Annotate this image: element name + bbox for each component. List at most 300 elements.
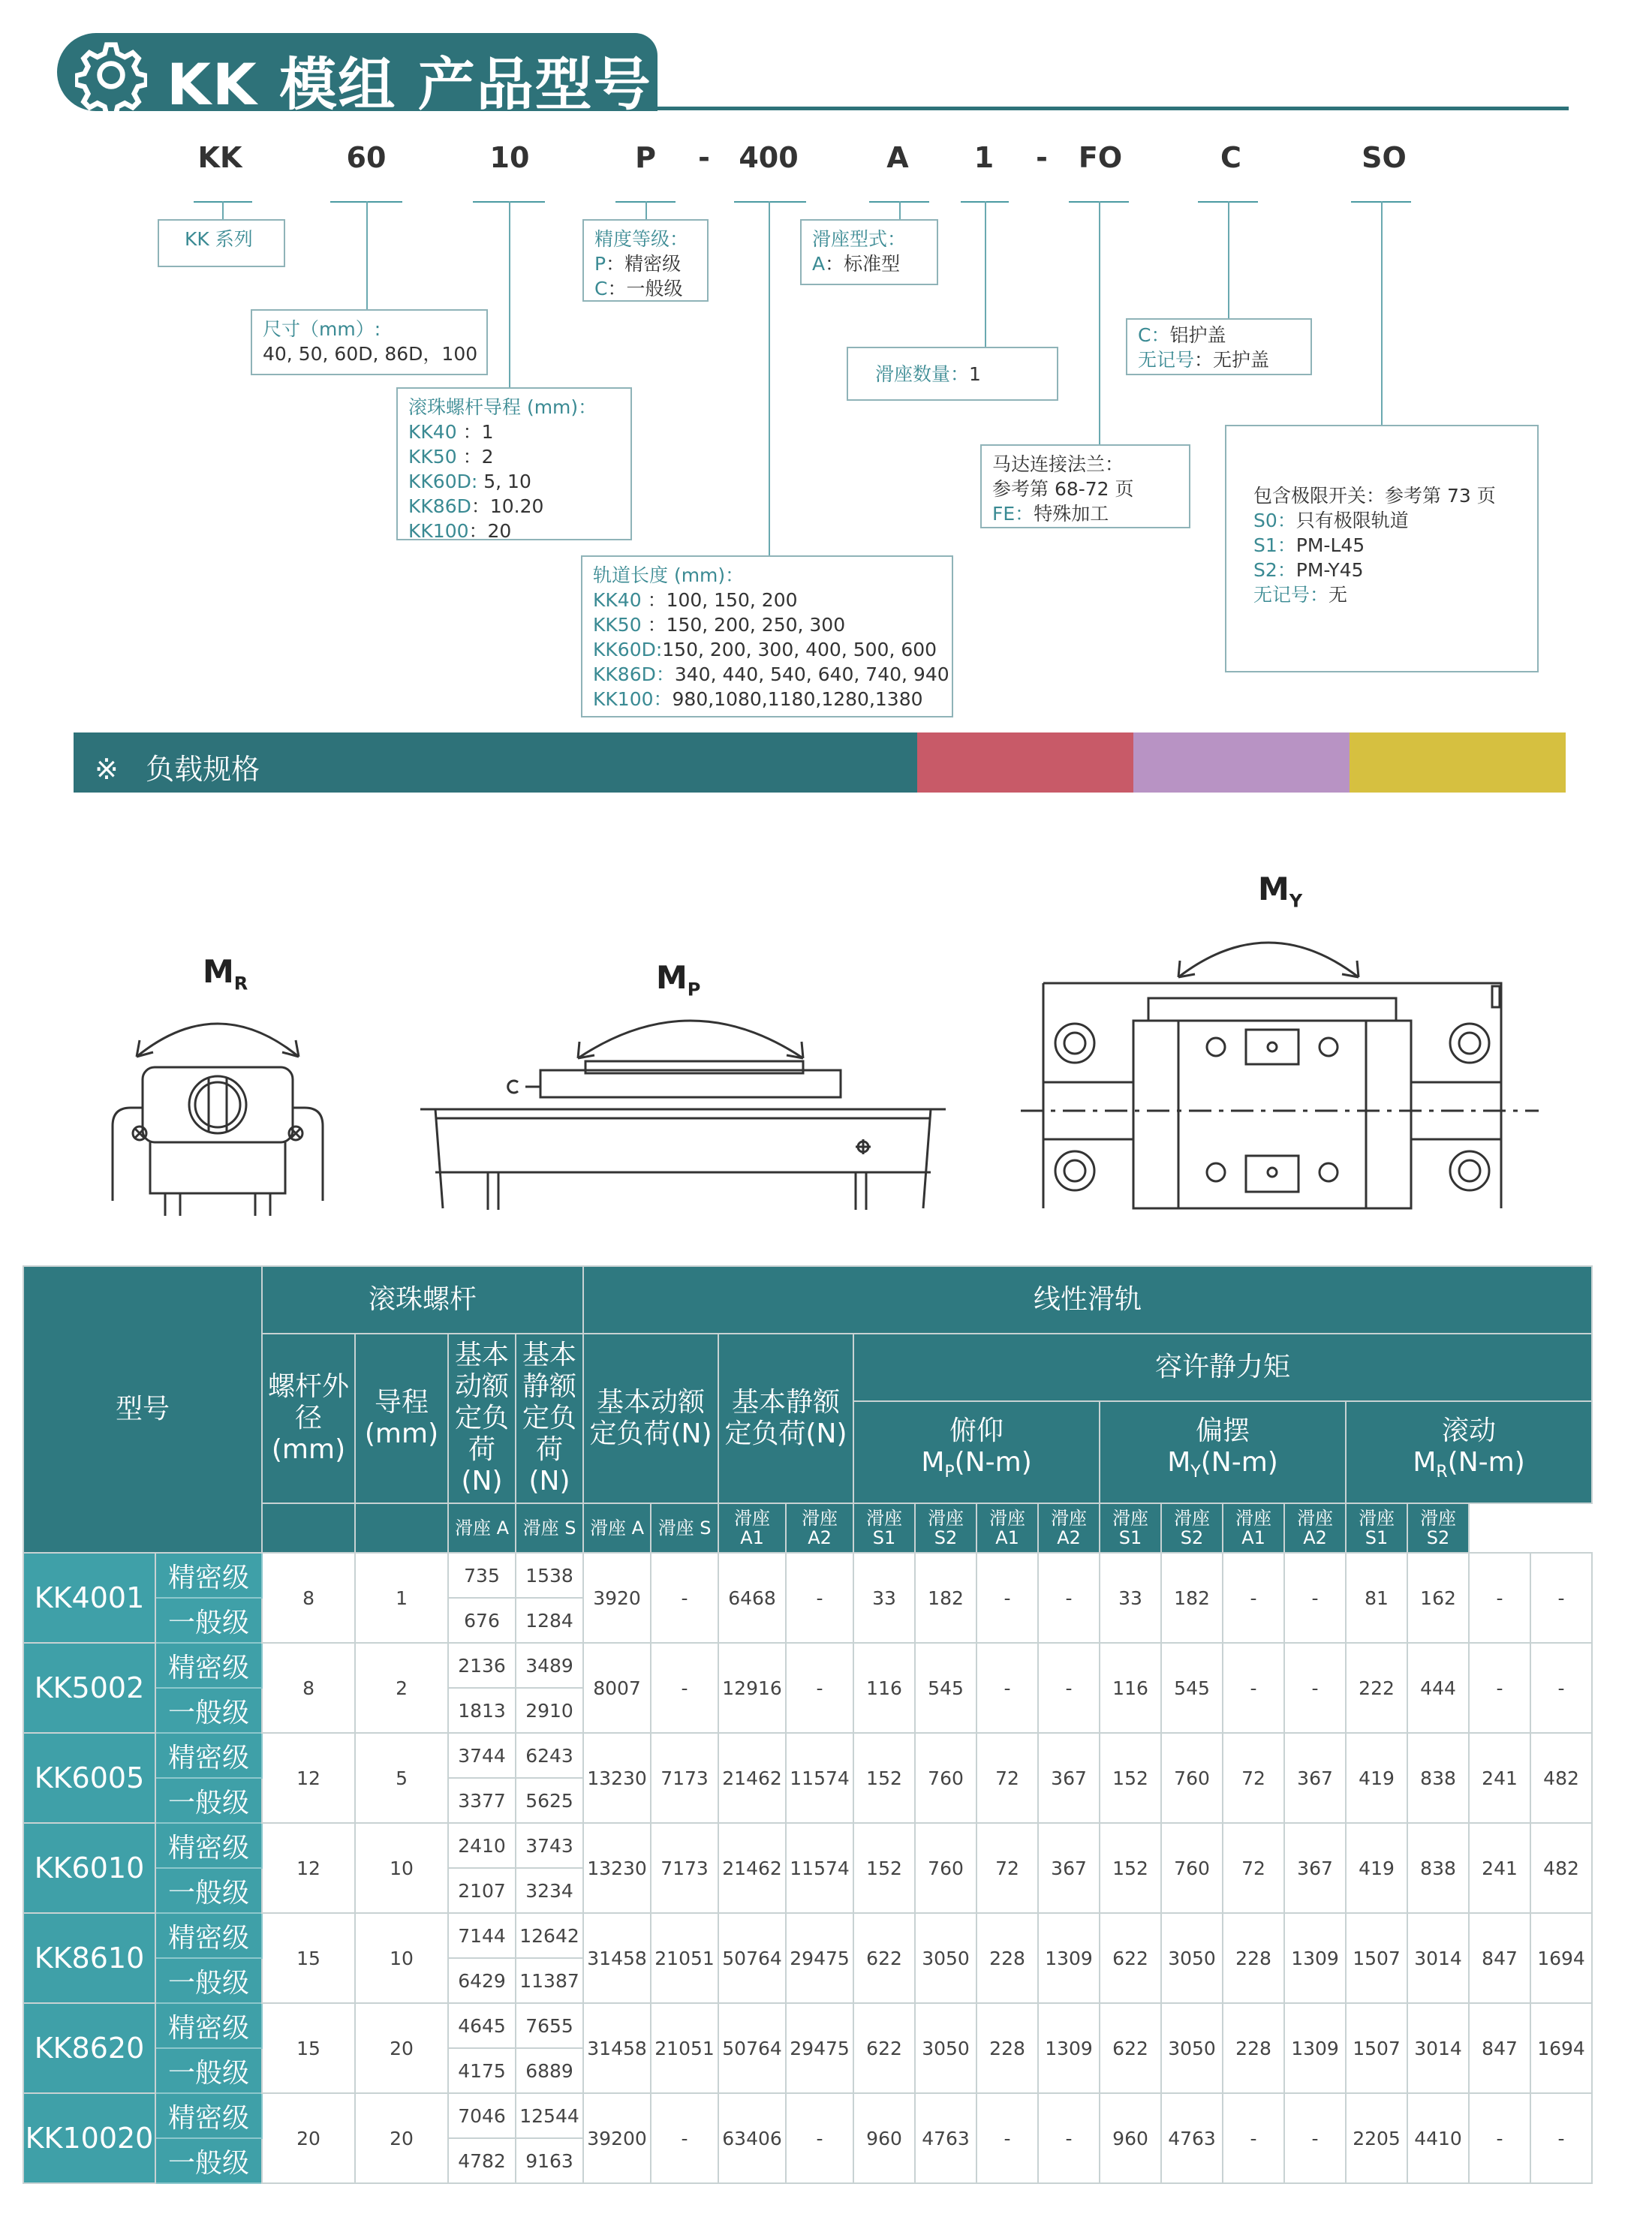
block-qty-key: 滑座数量： [875, 363, 970, 385]
rail-key: KK60D: [593, 639, 663, 660]
connector [366, 201, 368, 309]
grade-cell: 一般级 [155, 2138, 262, 2183]
connector [899, 201, 901, 219]
value-cell: - [1469, 1553, 1530, 1643]
stat-cell: 11387 [516, 1958, 583, 2003]
lead-key: KK40 [408, 421, 457, 443]
value-cell: 116 [1100, 1643, 1161, 1733]
sub-col-header: 滑座 S1 [853, 1503, 915, 1553]
grade-cell: 一般级 [155, 2048, 262, 2093]
value-cell: - [1038, 1643, 1100, 1733]
lead-cell: 10 [355, 1823, 448, 1913]
value-cell: 11574 [786, 1823, 853, 1913]
value-cell: 39200 [583, 2093, 651, 2183]
switch-value: 只有极限轨道 [1295, 510, 1409, 531]
value-cell: 847 [1469, 2003, 1530, 2093]
pitch-header: 俯仰 $M_P(N-m)$ [853, 1401, 1100, 1503]
table-row [23, 1823, 1592, 1868]
value-cell: 7173 [651, 1733, 718, 1823]
precision-value: ：一般级 [607, 278, 683, 299]
value-cell: 960 [1100, 2093, 1161, 2183]
code-precision: P [635, 141, 656, 174]
value-cell: 116 [853, 1643, 915, 1733]
grade-cell: 一般级 [155, 1688, 262, 1733]
value-cell: 21462 [718, 1823, 786, 1913]
model-header: 型号 [23, 1266, 262, 1553]
switch-key: 无记号： [1253, 584, 1329, 606]
stat-cell: 2910 [516, 1688, 583, 1733]
lead-cell: 20 [355, 2093, 448, 2183]
roll-header: 滚动 $M_R(N-m)$ [1346, 1401, 1592, 1503]
value-cell: - [1530, 1553, 1592, 1643]
connector [1099, 201, 1100, 444]
dyn-cell: 4782 [448, 2138, 516, 2183]
motor-ref: 参考第 68-72 页 [992, 478, 1134, 500]
sub-col-header: 滑座 A1 [718, 1503, 786, 1553]
grade-cell: 精密级 [155, 1553, 262, 1598]
block-qty-value: 1 [969, 363, 981, 385]
sub-col-header: 滑座 S1 [1100, 1503, 1161, 1553]
value-cell: 162 [1407, 1553, 1469, 1643]
code-underline [734, 201, 806, 203]
dyn-cell: 3744 [448, 1733, 516, 1778]
lead-key: KK100 [408, 520, 469, 542]
value-cell: - [651, 2093, 718, 2183]
pitch-moment-diagram [420, 998, 946, 1216]
load-spec-band [74, 732, 1641, 793]
rail-key: KK100： [593, 688, 673, 710]
dyn-cell: 7144 [448, 1913, 516, 1958]
value-cell: 545 [915, 1643, 976, 1733]
sub-col-header: 滑座 A2 [1284, 1503, 1346, 1553]
block-type-value: ：标准型 [825, 253, 901, 275]
value-cell: - [1469, 1643, 1530, 1733]
cover-box [1126, 318, 1312, 375]
block-type-box [800, 219, 938, 285]
motor-value: 特殊加工 [1034, 503, 1109, 525]
code-lead: 10 [489, 141, 530, 174]
value-cell: 228 [976, 2003, 1038, 2093]
model-cell: KK10020 [23, 2093, 155, 2183]
lead-value: ：2 [462, 446, 494, 468]
switch-key: S1： [1253, 534, 1296, 556]
value-cell: 72 [1223, 1733, 1284, 1823]
lead-value: ：20 [468, 520, 512, 542]
diam-cell: 8 [262, 1643, 355, 1733]
value-cell: 81 [1346, 1553, 1407, 1643]
diam-cell: 20 [262, 2093, 355, 2183]
value-cell: 29475 [786, 2003, 853, 2093]
grade-cell: 精密级 [155, 1913, 262, 1958]
band-symbol: ※ [95, 753, 119, 786]
value-cell: 367 [1284, 1823, 1346, 1913]
cover-value: 铝护盖 [1169, 324, 1226, 346]
value-cell: 847 [1469, 1913, 1530, 2003]
value-cell: 63406 [718, 2093, 786, 2183]
dyn-cell: 1813 [448, 1688, 516, 1733]
blank-cell [262, 1503, 355, 1553]
value-cell: 29475 [786, 1913, 853, 2003]
value-cell: - [1038, 1553, 1100, 1643]
dyn-cell: 6429 [448, 1958, 516, 2003]
sub-col-header: 滑座 A2 [1038, 1503, 1100, 1553]
moment-header: 容许静力矩 [853, 1334, 1592, 1401]
value-cell: 622 [1100, 1913, 1161, 2003]
value-cell: - [786, 2093, 853, 2183]
code-dash: - [1036, 141, 1048, 174]
rail-title: 轨道长度 (mm)： [593, 564, 745, 586]
value-cell: 482 [1530, 1823, 1592, 1913]
value-cell: 50764 [718, 1913, 786, 2003]
lead-cell: 1 [355, 1553, 448, 1643]
table-row [23, 2093, 1592, 2138]
value-cell: 182 [1161, 1553, 1223, 1643]
value-cell: 4410 [1407, 2093, 1469, 2183]
value-cell: - [1284, 1553, 1346, 1643]
sub-col-header: 滑座 A2 [786, 1503, 853, 1553]
value-cell: 72 [976, 1823, 1038, 1913]
value-cell: 3050 [1161, 2003, 1223, 2093]
lead-cell: 20 [355, 2003, 448, 2093]
value-cell: 50764 [718, 2003, 786, 2093]
precision-value: ：精密级 [606, 253, 682, 275]
value-cell: 3014 [1407, 2003, 1469, 2093]
diam-cell: 15 [262, 1913, 355, 2003]
page-title: KK 模组 产品型号 [167, 51, 652, 118]
value-cell: - [1284, 1643, 1346, 1733]
size-box [251, 309, 488, 375]
value-cell: 7173 [651, 1823, 718, 1913]
value-cell: 222 [1346, 1643, 1407, 1733]
series-box [158, 219, 285, 267]
sub-col-header: 滑座 S1 [1346, 1503, 1407, 1553]
sub-col-header: 滑座 A [583, 1503, 651, 1553]
value-cell: 960 [853, 2093, 915, 2183]
grade-cell: 一般级 [155, 1868, 262, 1913]
dyn-cell: 676 [448, 1598, 516, 1643]
value-cell: 21051 [651, 1913, 718, 2003]
gear-icon [75, 39, 147, 111]
value-cell: 760 [915, 1733, 976, 1823]
value-cell: - [651, 1553, 718, 1643]
value-cell: 419 [1346, 1823, 1407, 1913]
dyn-rail-header: 基本动额定负荷(N) [583, 1334, 718, 1503]
value-cell: 367 [1038, 1733, 1100, 1823]
stat-cell: 9163 [516, 2138, 583, 2183]
value-cell: 241 [1469, 1823, 1530, 1913]
value-cell: 1309 [1284, 2003, 1346, 2093]
value-cell: 11574 [786, 1733, 853, 1823]
value-cell: 13230 [583, 1733, 651, 1823]
value-cell: 444 [1407, 1643, 1469, 1733]
grade-cell: 精密级 [155, 2003, 262, 2048]
sub-col-header: 滑座 S2 [915, 1503, 976, 1553]
stat-cell: 3234 [516, 1868, 583, 1913]
value-cell: 228 [976, 1913, 1038, 2003]
connector [222, 201, 224, 219]
value-cell: - [1223, 2093, 1284, 2183]
stat-cell: 1538 [516, 1553, 583, 1598]
sub-col-header: 滑座 A1 [976, 1503, 1038, 1553]
model-cell: KK8620 [23, 2003, 155, 2093]
block-type-key: A [812, 253, 826, 275]
diam-cell: 12 [262, 1733, 355, 1823]
switch-value: 无 [1329, 584, 1348, 606]
blank-cell [355, 1503, 448, 1553]
value-cell: - [1038, 2093, 1100, 2183]
sub-col-header: 滑座 S [516, 1503, 583, 1553]
grade-cell: 一般级 [155, 1958, 262, 2003]
rail-value: ：100, 150, 200 [647, 589, 798, 611]
linear-rail-header: 线性滑轨 [583, 1266, 1592, 1334]
moment-roll-label: $M_R$ [203, 953, 248, 994]
value-cell: 21462 [718, 1733, 786, 1823]
motor-title: 马达连接法兰： [992, 453, 1124, 475]
model-cell: KK4001 [23, 1553, 155, 1643]
sub-col-header: 滑座 S2 [1407, 1503, 1469, 1553]
value-cell: - [1530, 1643, 1592, 1733]
model-cell: KK6010 [23, 1823, 155, 1913]
value-cell: 33 [1100, 1553, 1161, 1643]
dyn-cell: 4175 [448, 2048, 516, 2093]
lead-key: KK50 [408, 446, 457, 468]
value-cell: 33 [853, 1553, 915, 1643]
lead-cell: 5 [355, 1733, 448, 1823]
stat-cell: 12544 [516, 2093, 583, 2138]
value-cell: 419 [1346, 1733, 1407, 1823]
switch-key: S0： [1253, 510, 1296, 531]
value-cell: - [1223, 1553, 1284, 1643]
code-switch: SO [1362, 141, 1407, 174]
code-size: 60 [346, 141, 387, 174]
value-cell: 3920 [583, 1553, 651, 1643]
value-cell: 3050 [1161, 1913, 1223, 2003]
value-cell: 622 [853, 1913, 915, 2003]
table-row [23, 1643, 1592, 1688]
dyn-cell: 3377 [448, 1778, 516, 1823]
value-cell: 1309 [1038, 2003, 1100, 2093]
value-cell: 367 [1284, 1733, 1346, 1823]
lead-value: ：10.20 [471, 495, 544, 517]
block-qty-box [847, 347, 1058, 401]
diam-header: 螺杆外径(mm) [262, 1334, 355, 1503]
value-cell: 838 [1407, 1733, 1469, 1823]
table-row [23, 1553, 1592, 1598]
value-cell: 12916 [718, 1643, 786, 1733]
lead-header: 导程(mm) [355, 1334, 448, 1503]
model-cell: KK5002 [23, 1643, 155, 1733]
stat-cell: 12642 [516, 1913, 583, 1958]
stat-rail-header: 基本静额定负荷(N) [718, 1334, 853, 1503]
dyn-cell: 2136 [448, 1643, 516, 1688]
value-cell: 545 [1161, 1643, 1223, 1733]
rail-value: 980,1080,1180,1280,1380 [672, 688, 923, 710]
yaw-moment-diagram [1021, 908, 1539, 1216]
value-cell: 1694 [1530, 1913, 1592, 2003]
connector [985, 201, 986, 347]
switch-value: PM-Y45 [1295, 559, 1364, 581]
grade-cell: 精密级 [155, 2093, 262, 2138]
connector [1228, 201, 1229, 318]
value-cell: 622 [1100, 2003, 1161, 2093]
dyn-cell: 7046 [448, 2093, 516, 2138]
code-block-qty: 1 [973, 141, 995, 174]
value-cell: 8007 [583, 1643, 651, 1733]
value-cell: - [1469, 2093, 1530, 2183]
value-cell: - [976, 1553, 1038, 1643]
code-rail-length: 400 [739, 141, 799, 174]
rail-value: 150, 200, 300, 400, 500, 600 [662, 639, 937, 660]
value-cell: 3014 [1407, 1913, 1469, 2003]
value-cell: - [976, 2093, 1038, 2183]
sub-col-header: 滑座 A1 [1223, 1503, 1284, 1553]
cover-value: ：无护盖 [1194, 349, 1270, 371]
yaw-header: 偏摆 $M_Y(N-m)$ [1100, 1401, 1346, 1503]
dyn-screw-header: 基本动额定负荷(N) [448, 1334, 516, 1503]
motor-key: FE： [992, 503, 1034, 525]
value-cell: 1507 [1346, 2003, 1407, 2093]
stat-cell: 1284 [516, 1598, 583, 1643]
roll-moment-diagram [98, 991, 338, 1216]
code-series: KK [197, 141, 242, 174]
precision-key: C [594, 278, 608, 299]
lead-cell: 2 [355, 1643, 448, 1733]
lead-cell: 10 [355, 1913, 448, 2003]
dyn-cell: 2410 [448, 1823, 516, 1868]
sub-col-header: 滑座 S2 [1161, 1503, 1223, 1553]
motor-box [980, 444, 1190, 528]
diam-cell: 15 [262, 2003, 355, 2093]
dyn-cell: 4645 [448, 2003, 516, 2048]
sub-col-header: 滑座 A [448, 1503, 516, 1553]
grade-cell: 精密级 [155, 1733, 262, 1778]
stat-cell: 6243 [516, 1733, 583, 1778]
connector [509, 201, 510, 387]
stat-cell: 5625 [516, 1778, 583, 1823]
connector [1381, 201, 1383, 425]
value-cell: 152 [1100, 1823, 1161, 1913]
value-cell: 31458 [583, 2003, 651, 2093]
cover-key: 无记号 [1138, 349, 1195, 371]
value-cell: 760 [915, 1823, 976, 1913]
value-cell: 21051 [651, 2003, 718, 2093]
band-label: 负载规格 [146, 753, 260, 786]
value-cell: 4763 [915, 2093, 976, 2183]
value-cell: - [786, 1643, 853, 1733]
lead-key: KK60D: [408, 471, 478, 492]
value-cell: 1309 [1038, 1913, 1100, 2003]
value-cell: 152 [1100, 1733, 1161, 1823]
diam-cell: 8 [262, 1553, 355, 1643]
moment-pitch-label: $M_P$ [656, 959, 701, 1000]
value-cell: 760 [1161, 1733, 1223, 1823]
rail-key: KK50 [593, 614, 642, 636]
value-cell: - [1223, 1643, 1284, 1733]
lead-key: KK86D [408, 495, 471, 517]
dyn-cell: 2107 [448, 1868, 516, 1913]
size-values: 40, 50, 60D, 86D，100 [263, 343, 478, 365]
value-cell: 152 [853, 1733, 915, 1823]
value-cell: 241 [1469, 1733, 1530, 1823]
table-row [23, 1733, 1592, 1778]
rail-key: KK40 [593, 589, 642, 611]
value-cell: 72 [1223, 1823, 1284, 1913]
value-cell: 838 [1407, 1823, 1469, 1913]
stat-cell: 3489 [516, 1643, 583, 1688]
spec-table [23, 1265, 1593, 2184]
band-segment [1350, 732, 1566, 793]
lead-box [396, 387, 632, 540]
switch-key: S2： [1253, 559, 1296, 581]
connector [769, 201, 770, 555]
value-cell: 482 [1530, 1733, 1592, 1823]
value-cell: - [1530, 2093, 1592, 2183]
dyn-cell: 735 [448, 1553, 516, 1598]
precision-title: 精度等级： [594, 228, 689, 250]
series-label: KK 系列 [185, 228, 253, 250]
value-cell: 3050 [915, 1913, 976, 2003]
code-block-type: A [886, 141, 909, 174]
grade-cell: 一般级 [155, 1598, 262, 1643]
precision-key: P [594, 253, 606, 275]
stat-cell: 6889 [516, 2048, 583, 2093]
stat-cell: 3743 [516, 1823, 583, 1868]
value-cell: 2205 [1346, 2093, 1407, 2183]
value-cell: 72 [976, 1733, 1038, 1823]
grade-cell: 精密级 [155, 1823, 262, 1868]
grade-cell: 一般级 [155, 1778, 262, 1823]
value-cell: 1507 [1346, 1913, 1407, 2003]
limit-switch-box [1225, 425, 1539, 672]
band-segment [1133, 732, 1350, 793]
lead-title: 滚珠螺杆导程 (mm)： [408, 396, 597, 418]
rail-key: KK86D： [593, 663, 675, 685]
lead-value: ：1 [462, 421, 494, 443]
model-cell: KK8610 [23, 1913, 155, 2003]
value-cell: 1309 [1284, 1913, 1346, 2003]
stat-cell: 7655 [516, 2003, 583, 2048]
model-cell: KK6005 [23, 1733, 155, 1823]
switch-title: 包含极限开关：参考第 73 页 [1253, 485, 1496, 507]
rail-value: ：150, 200, 250, 300 [647, 614, 846, 636]
connector [645, 201, 647, 219]
value-cell: 367 [1038, 1823, 1100, 1913]
value-cell: 31458 [583, 1913, 651, 2003]
value-cell: 622 [853, 2003, 915, 2093]
value-cell: 1694 [1530, 2003, 1592, 2093]
value-cell: - [786, 1553, 853, 1643]
band-segment [917, 732, 1133, 793]
stat-screw-header: 基本静额定负荷(N) [516, 1334, 583, 1503]
lead-value: 5, 10 [483, 471, 531, 492]
size-title: 尺寸（mm）: [263, 318, 381, 340]
code-dash: - [698, 141, 710, 174]
switch-value: PM-L45 [1295, 534, 1365, 556]
sub-col-header: 滑座 S [651, 1503, 718, 1553]
cover-key: C： [1138, 324, 1170, 346]
value-cell: 6468 [718, 1553, 786, 1643]
moment-yaw-label: $M_Y$ [1258, 871, 1303, 912]
value-cell: - [976, 1643, 1038, 1733]
band-title [95, 746, 260, 787]
value-cell: 152 [853, 1823, 915, 1913]
header-rule [645, 107, 1569, 110]
value-cell: 182 [915, 1553, 976, 1643]
precision-box [582, 219, 709, 302]
code-cover: C [1220, 141, 1241, 174]
value-cell: 3050 [915, 2003, 976, 2093]
table-row [23, 2003, 1592, 2048]
